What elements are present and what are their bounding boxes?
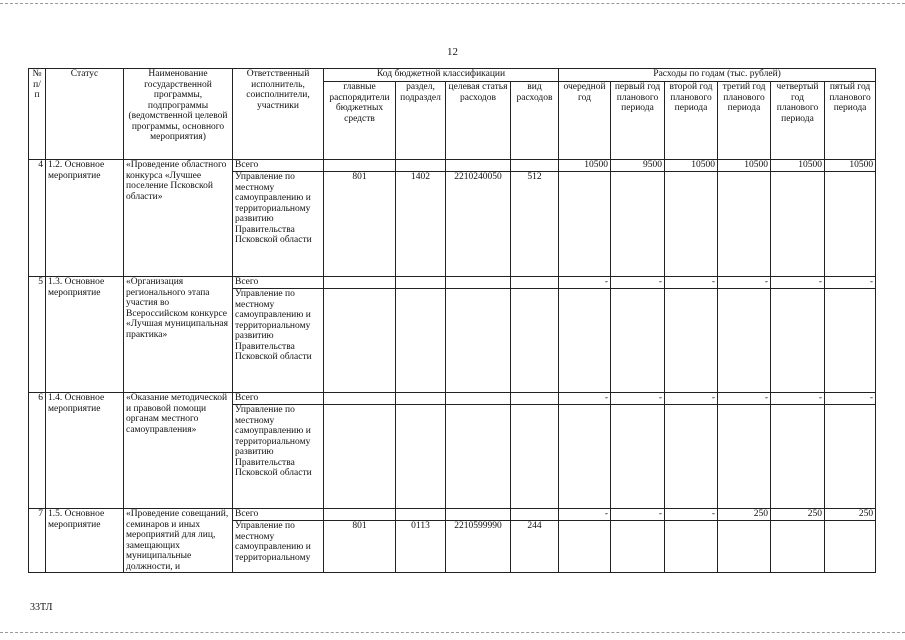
header-section: раздел, подраздел: [396, 82, 446, 160]
header-expense-type: вид расходов: [511, 82, 559, 160]
row-target: 2210599990: [446, 521, 511, 573]
row-total-label: Всего: [233, 509, 324, 521]
row-section: 0113: [396, 521, 446, 573]
header-year-2: первый год планового периода: [611, 82, 665, 160]
row-value: 10500: [718, 160, 771, 172]
header-year-1: очередной год: [559, 82, 611, 160]
row-name: «Оказание методической и правовой помощи органам местного самоуправления»: [124, 393, 233, 509]
row-section: [396, 405, 446, 509]
row-expense-type: 244: [511, 521, 559, 573]
row-executor: Управление по местному самоуправлению и территориальному развитию Правительства Псковской области: [233, 172, 324, 277]
row-status: 1.4. Основное мероприятие: [46, 393, 124, 509]
row-value: 10500: [559, 160, 611, 172]
row-executor: Управление по местному самоуправлению и территориальному: [233, 521, 324, 573]
row-value: 250: [771, 509, 825, 521]
row-grbs: [324, 289, 396, 393]
row-executor: Управление по местному самоуправлению и территориальному развитию Правительства Псковской области: [233, 405, 324, 509]
row-status: 1.5. Основное мероприятие: [46, 509, 124, 573]
row-value: -: [559, 277, 611, 289]
row-value: 10500: [665, 160, 718, 172]
row-grbs: 801: [324, 172, 396, 277]
row-target: [446, 289, 511, 393]
table-row: [29, 160, 876, 172]
row-name: «Организация регионального этапа участия во Всероссийском конкурсе «Лучшая муниципальная практика»: [124, 277, 233, 393]
scan-edge-bottom: [0, 632, 905, 634]
header-expenses: Расходы по годам (тыс. рублей): [559, 69, 876, 82]
row-value: -: [665, 277, 718, 289]
row-value: -: [665, 509, 718, 521]
row-number: 6: [29, 393, 46, 509]
header-executor: Ответственный исполнитель, соисполнители, участники: [233, 69, 324, 160]
row-grbs: [324, 405, 396, 509]
row-value: -: [825, 393, 876, 405]
row-status: 1.2. Основное мероприятие: [46, 160, 124, 277]
row-value: -: [718, 393, 771, 405]
row-value: 10500: [771, 160, 825, 172]
row-total-label: Всего: [233, 160, 324, 172]
row-value: -: [559, 509, 611, 521]
row-value: -: [611, 393, 665, 405]
row-expense-type: [511, 405, 559, 509]
header-year-3: второй год планового периода: [665, 82, 718, 160]
row-target: 2210240050: [446, 172, 511, 277]
row-value: -: [611, 509, 665, 521]
row-value: -: [718, 277, 771, 289]
footer-code: 33ТЛ: [30, 602, 53, 613]
row-value: 250: [718, 509, 771, 521]
table-row: [29, 393, 876, 405]
row-number: 5: [29, 277, 46, 393]
header-year-5: четвертый год планового периода: [771, 82, 825, 160]
header-year-4: третий год планового периода: [718, 82, 771, 160]
row-value: -: [771, 393, 825, 405]
header-status: Статус: [46, 69, 124, 160]
row-value: 250: [825, 509, 876, 521]
row-name: «Проведение областного конкурса «Лучшее поселение Псковской области»: [124, 160, 233, 277]
header-budget-code: Код бюджетной классификации: [324, 69, 559, 82]
row-executor: Управление по местному самоуправлению и территориальному развитию Правительства Псковской области: [233, 289, 324, 393]
header-name: Наименование государственной программы, подпрограммы (ведомственной целевой программы, основного мероприятия): [124, 69, 233, 160]
table-row: [29, 277, 876, 289]
header-row-1: [29, 69, 876, 82]
table-row: [29, 509, 876, 521]
row-name: «Проведение совещаний, семинаров и иных мероприятий для лиц, замещающих муниципальные должности, и: [124, 509, 233, 573]
row-value: -: [559, 393, 611, 405]
row-total-label: Всего: [233, 277, 324, 289]
row-status: 1.3. Основное мероприятие: [46, 277, 124, 393]
row-value: 9500: [611, 160, 665, 172]
row-target: [446, 405, 511, 509]
budget-table: [28, 68, 876, 573]
row-value: 10500: [825, 160, 876, 172]
row-total-label: Всего: [233, 393, 324, 405]
row-value: -: [825, 277, 876, 289]
header-year-6: пятый год планового периода: [825, 82, 876, 160]
header-num: № п/п: [29, 69, 46, 160]
scan-edge-top: [0, 3, 905, 5]
row-number: 4: [29, 160, 46, 277]
row-number: 7: [29, 509, 46, 573]
row-expense-type: 512: [511, 172, 559, 277]
page-number: 12: [447, 46, 458, 58]
row-value: -: [771, 277, 825, 289]
row-value: -: [665, 393, 718, 405]
header-grbs: главные распорядители бюджетных средств: [324, 82, 396, 160]
row-value: -: [611, 277, 665, 289]
row-section: 1402: [396, 172, 446, 277]
row-expense-type: [511, 289, 559, 393]
row-section: [396, 289, 446, 393]
row-grbs: 801: [324, 521, 396, 573]
header-target: целевая статья расходов: [446, 82, 511, 160]
